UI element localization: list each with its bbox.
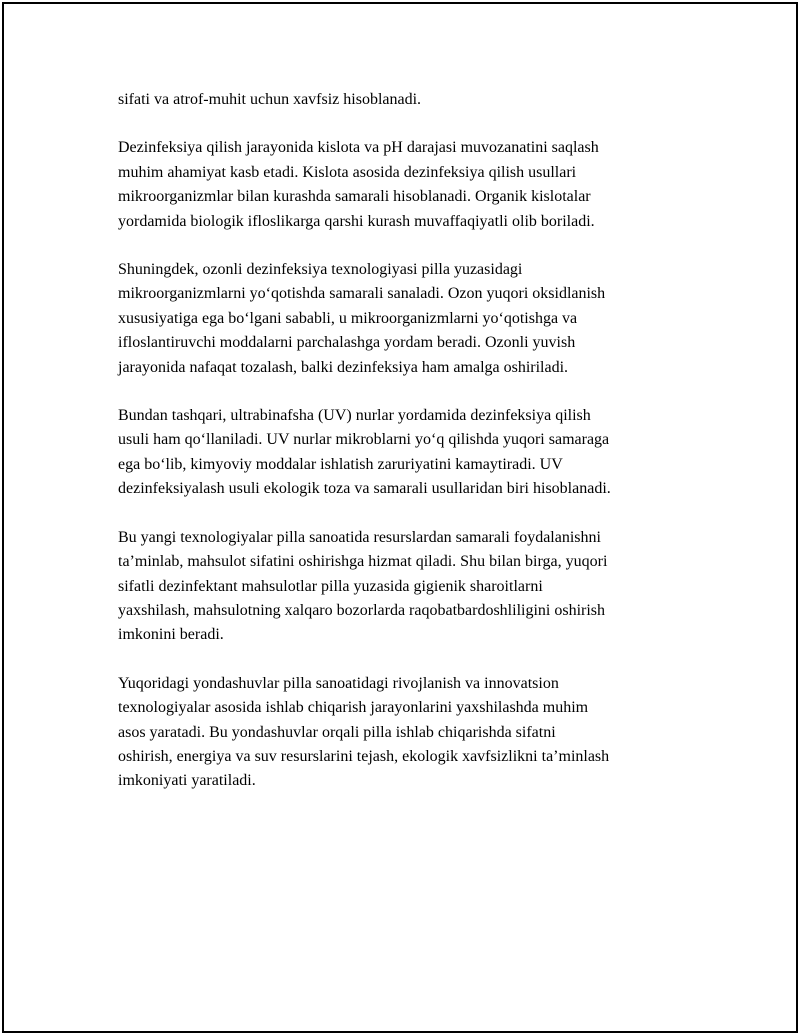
text-line: texnologiyalar asosida ishlab chiqarish jarayonlarini yaxshilashda muhim [118,699,589,717]
text-line: dezinfeksiyalash usuli ekologik toza va samarali usullaridan biri hisoblanadi. [118,480,611,498]
text-line: yaxshilash, mahsulotning xalqaro bozorlarda raqobatbardoshliligini oshirish [118,601,606,619]
text-line: Yuqoridagi yondashuvlar pilla sanoatidagi rivojlanish va innovatsion [118,674,559,692]
paragraph-5 [118,526,686,648]
text-line: sifatli dezinfektant mahsulotlar pilla yuzasida gigienik sharoitlarni [118,577,543,595]
text-line: Bundan tashqari, ultrabinafsha (UV) nurlar yordamida dezinfeksiya qilish [118,407,591,425]
paragraph-6 [118,672,686,794]
text-line: imkonini beradi. [118,626,224,644]
paragraph-3 [118,258,686,380]
text-line: muhim ahamiyat kasb etadi. Kislota asosida dezinfeksiya qilish usullari [118,163,577,181]
text-line: mikroorganizmlar bilan kurashda samarali hisoblanadi. Organik kislotalar [118,188,591,206]
text-line: Shuningdek, ozonli dezinfeksiya texnologiyasi pilla yuzasidagi [118,261,523,279]
text-line: ifloslantiruvchi moddalarni parchalashga yordam beradi. Ozonli yuvish [118,334,576,352]
document-body [118,88,686,818]
paragraph-1 [118,88,686,112]
text-line: jarayonida nafaqat tozalash, balki dezinfeksiya ham amalga oshiriladi. [118,358,569,376]
text-line: usuli ham qo‘llaniladi. UV nurlar mikroblarni yo‘q qilishda yuqori samaraga [118,431,610,449]
text-line: imkoniyati yaratiladi. [118,772,256,790]
text-line: mikroorganizmlarni yo‘qotishda samarali sanaladi. Ozon yuqori oksidlanish [118,285,606,303]
text-line: yordamida biologik ifloslikarga qarshi kurash muvaffaqiyatli olib boriladi. [118,212,595,230]
text-line: Bu yangi texnologiyalar pilla sanoatida resurslardan samarali foydalanishni [118,528,601,546]
text-line: xususiyatiga ega bo‘lgani sababli, u mikroorganizmlarni yo‘qotishga va [118,309,578,327]
paragraph-2 [118,136,686,234]
text-line: ta’minlab, mahsulot sifatini oshirishga hizmat qiladi. Shu bilan birga, yuqori [118,553,608,571]
text-line: ega bo‘lib, kimyoviy moddalar ishlatish zaruriyatini kamaytiradi. UV [118,455,563,473]
text-line: Dezinfeksiya qilish jarayonida kislota va pH darajasi muvozanatini saqlash [118,139,599,157]
text-line: asos yaratadi. Bu yondashuvlar orqali pilla ishlab chiqarishda sifatni [118,723,556,741]
text-line: oshirish, energiya va suv resurslarini tejash, ekologik xavfsizlikni ta’minlash [118,747,610,765]
paragraph-4 [118,404,686,502]
text-line: sifati va atrof-muhit uchun xavfsiz hisoblanadi. [118,91,422,108]
